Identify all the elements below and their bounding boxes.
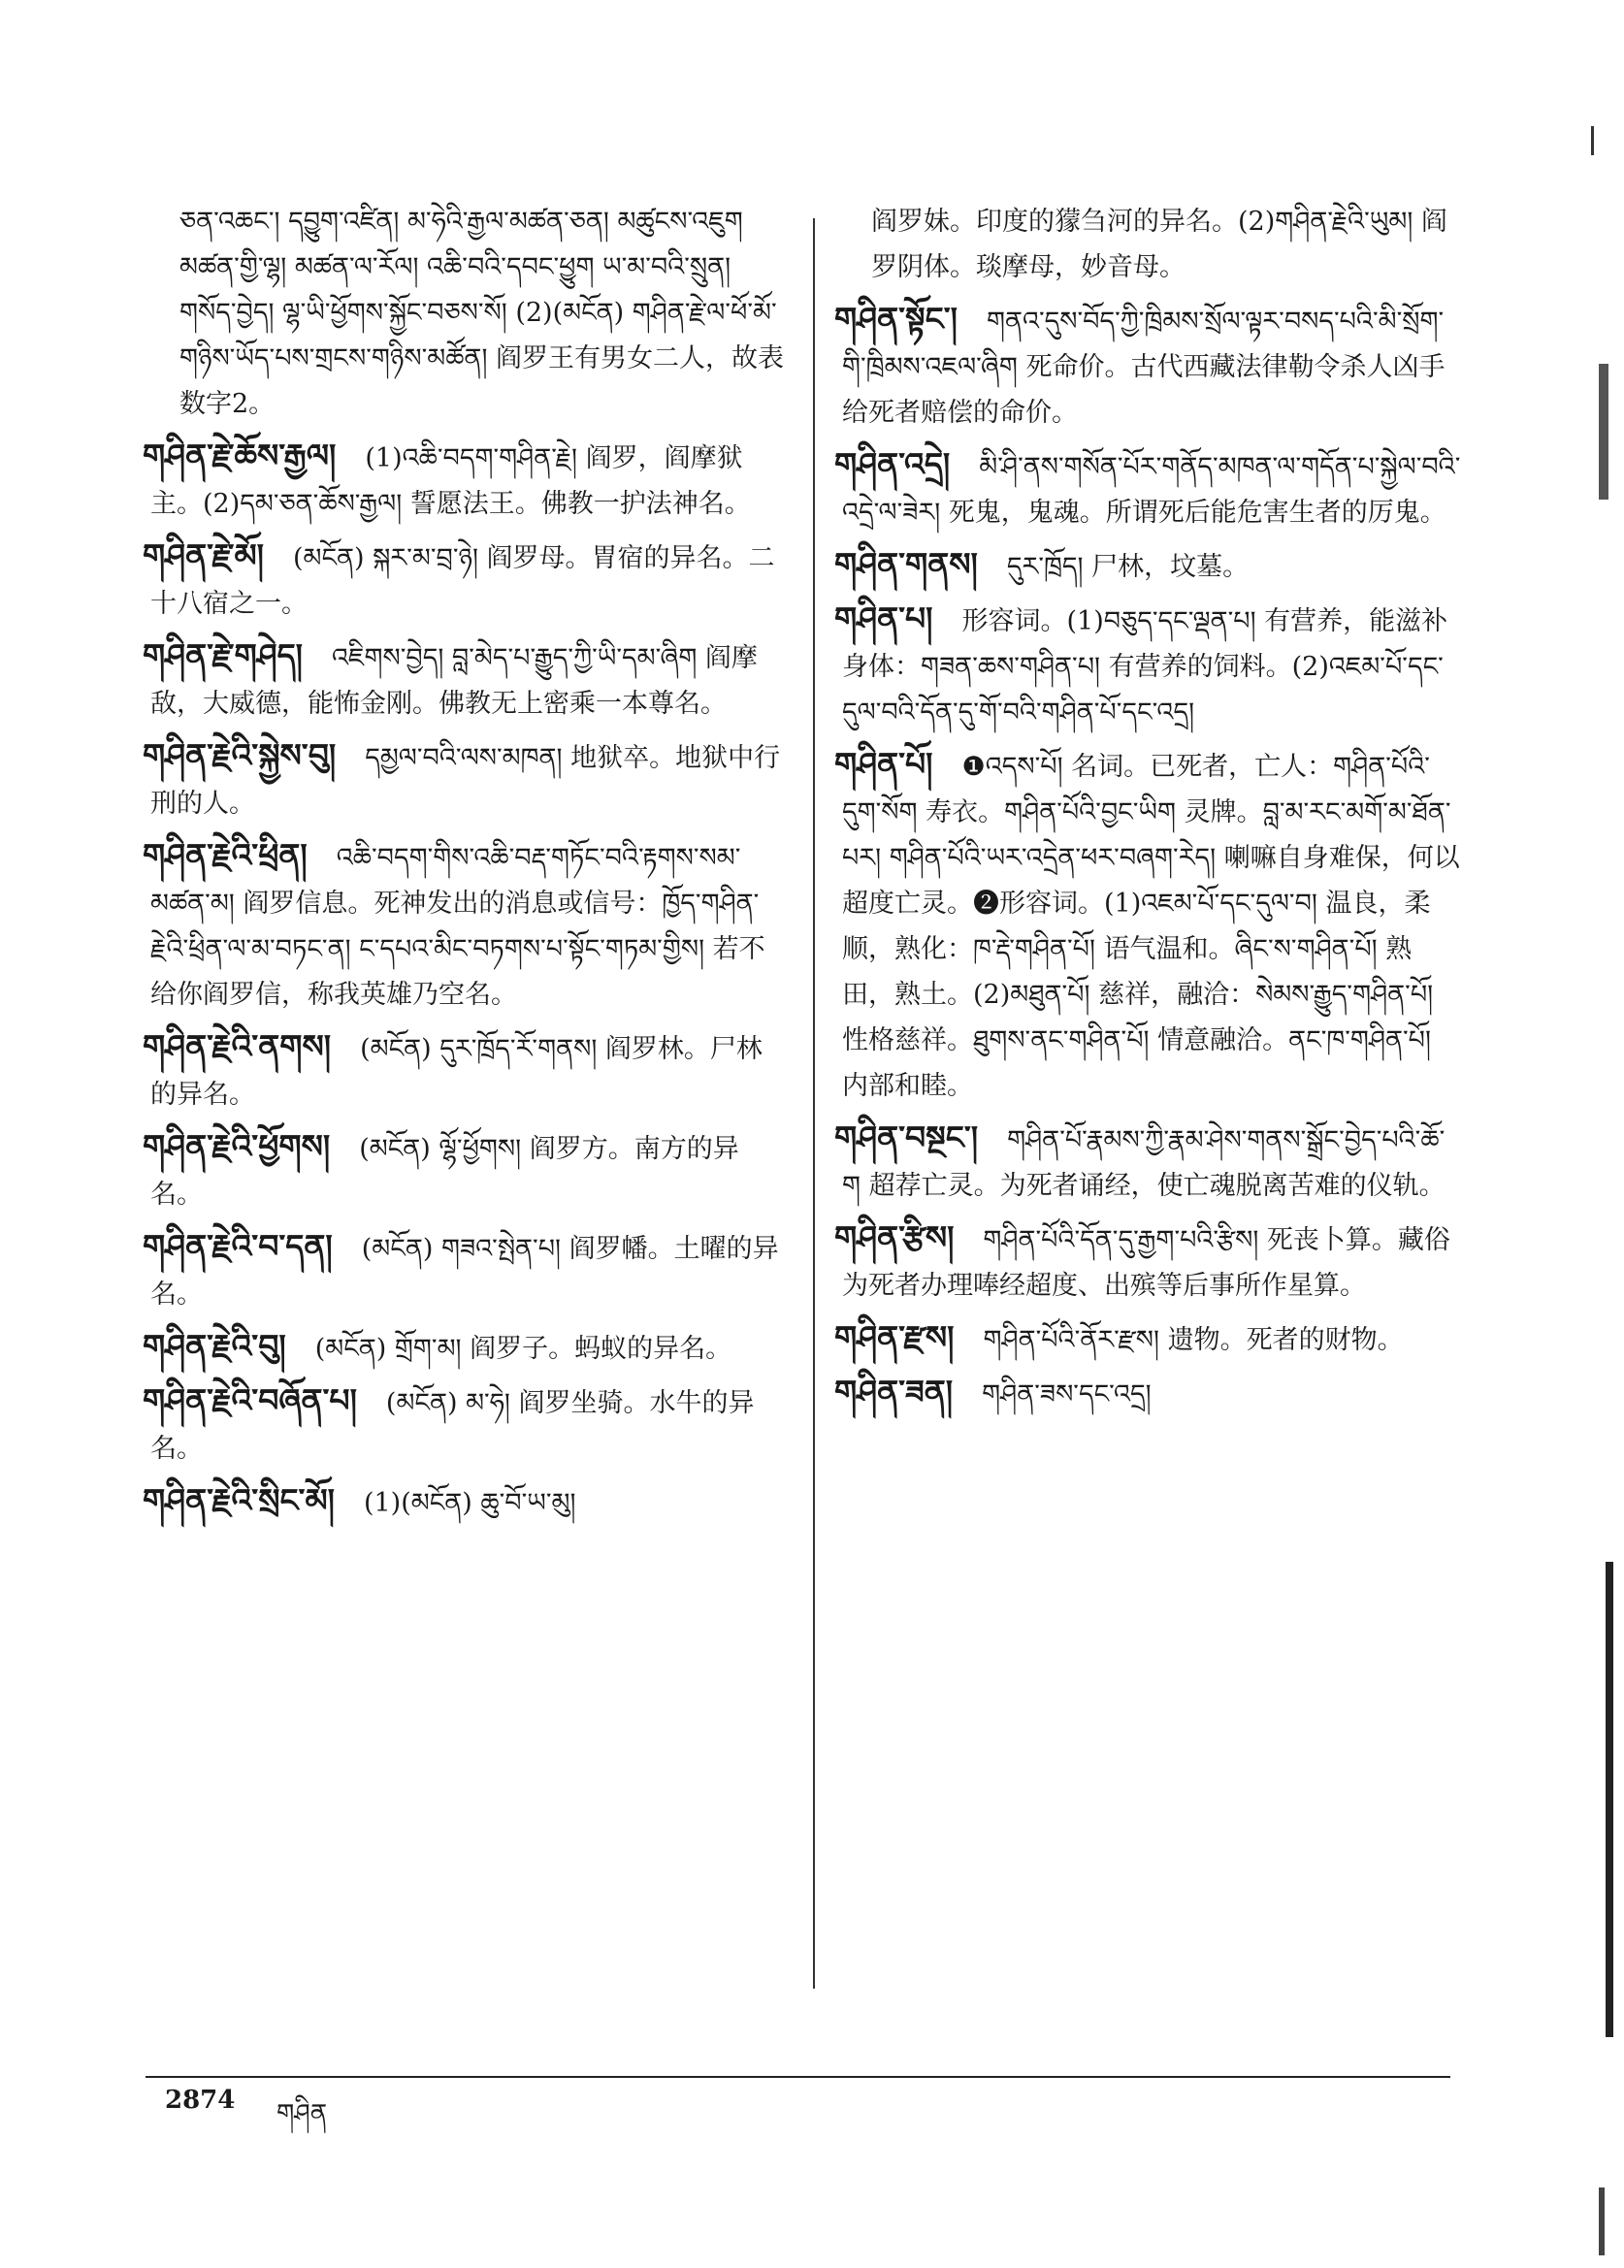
entry-headword: གཤིན་པ། xyxy=(834,599,933,637)
entry-definition: གནའ་དུས་བོད་ཀྱི་ཁྲིམས་སྲོལ་ལྟར་བསད་པའི་མི་སྲོག་གི་ཁྲིམས་འཇལ་ཞིག 死命价。古代西藏法律勒令杀人凶手给死者赔偿的命价。 xyxy=(842,307,1445,428)
dictionary-entry xyxy=(834,441,1463,535)
dictionary-entry xyxy=(143,1377,786,1472)
entry-definition: གཤིན་པོ་རྣམས་ཀྱི་རྣམ་ཤེས་གནས་སྒྲོང་བྱེད་པའི་ཆོ་ག 超荐亡灵。为死者诵经，使亡魂脱离苦难的仪轨。 xyxy=(842,1125,1445,1201)
dictionary-entry xyxy=(143,732,786,826)
left-column xyxy=(143,199,786,1532)
entry-headword: གཤིན་ཟན། xyxy=(834,1373,954,1410)
entry-headword: གཤིན་པོ། xyxy=(834,745,933,783)
dictionary-entry xyxy=(143,1477,786,1526)
entry-headword: གཤིན་རྗེའི་ཕྱོགས། xyxy=(143,1127,331,1165)
entry-definition: 形容词。(1)བཅུད་དང་ལྡན་པ། 有营养，能滋补身体：གཟན་ཆས་གཤིན་པ། 有营养的饲料。(2)འཇམ་པོ་དང་དུལ་བའི་དོན་དུ་གོ་བའི་གཤིན་པོ་དང་འདྲ། xyxy=(842,606,1448,728)
right-column xyxy=(834,199,1463,1423)
entry-definition: ཅན་འཆང་། དབྱུག་འཛིན། མ་ཧེའི་རྒྱལ་མཚན་ཅན། མཚུངས་འཇུག མཚན་གྱི་ལྷ། མཚན་ལ་རོལ། འཆི་བའི་དབང་ཕྱུག ཡ་མ་བའི་སྲུན། གསོད་བྱེད། ལྷ་ཡི་ཕྱོགས་སྐྱོང་བཅས་སོ། (2)(མངོན) གཤིན་རྗེ་ལ་ཕོ་མོ་གཉིས་ཡོད་པས་གྲངས་གཉིས་མཚོན། 阎罗王有男女二人，故表数字2。 xyxy=(179,207,785,419)
entry-definition: (མངོན) ལྷོ་ཕྱོགས། 阎罗方。南方的异名。 xyxy=(150,1134,739,1210)
entry-headword: གཤིན་རྗེ་མོ། xyxy=(143,536,264,574)
dictionary-entry xyxy=(143,1223,786,1317)
entry-definition: (མངོན) གཟའ་སྤེན་པ། 阎罗幡。土曜的异名。 xyxy=(150,1234,779,1310)
entry-headword: གཤིན་རྫས། xyxy=(834,1318,955,1356)
dictionary-entry xyxy=(143,433,786,527)
dictionary-entry xyxy=(143,1023,786,1118)
dictionary-entry xyxy=(143,1123,786,1217)
entry-headword: གཤིན་བསྔང་། xyxy=(834,1118,979,1156)
dictionary-entry xyxy=(143,832,786,1018)
dictionary-entry xyxy=(834,596,1463,735)
entry-definition: ❶འདས་པོ། 名词。已死者，亡人：གཤིན་པོའི་དུག་སོག 寿衣。གཤིན་པོའི་བྱང་ཡིག 灵牌。བླ་མ་རང་མགོ་མ་ཐོན་པར། གཤིན་པོའི་ཡར་འདྲེན་ཕར་བཞག་རེད། 喇嘛自身难保，何以超度亡灵。❷形容词。(1)འཇམ་པོ་དང་དུལ་བ། 温良，柔顺，熟化：ཁ་རྡེ་གཤིན་པོ། 语气温和。ཞིང་ས་གཤིན་པོ། 熟田，熟土。(2)མཐུན་པོ། 慈祥，融洽：སེམས་རྒྱུད་གཤིན་པོ། 性格慈祥。ཐུགས་ནང་གཤིན་པོ། 情意融洽。ནང་ཁ་གཤིན་པོ། 内部和睦。 xyxy=(842,752,1460,1101)
entry-headword: གཤིན་འདྲེ། xyxy=(834,445,951,483)
entry-headword: གཤིན་རྗེའི་སྲིང་མོ། xyxy=(143,1481,335,1519)
scan-edge-mark xyxy=(1599,364,1608,500)
entry-headword: གཤིན་རྗེའི་ཕྲིན། xyxy=(143,836,308,874)
scan-edge-mark xyxy=(1599,2187,1605,2255)
entry-definition: 阎罗妹。印度的獴刍河的异名。(2)གཤིན་རྗེའི་ཡུམ། 阎罗阴体。琰摩母，妙音母。 xyxy=(871,207,1447,282)
entry-definition: དམྱལ་བའི་ལས་མཁན། 地狱卒。地狱中行刑的人。 xyxy=(150,743,781,819)
running-head: གཤིན xyxy=(276,2099,328,2128)
dictionary-entry xyxy=(179,199,786,427)
column-divider xyxy=(813,218,815,1989)
entry-headword: གཤིན་སྟོང་། xyxy=(834,300,958,338)
entry-definition: འཆི་བདག་གིས་འཆི་བརྡ་གཏོང་བའི་རྟགས་སམ་མཚན་མ། 阎罗信息。死神发出的消息或信号：ཁྱོད་གཤིན་རྗེའི་ཕྲིན་ལ་མ་བཏང་ན། ང་དཔའ་མིང་བཏགས་པ་སྟོང་གཏམ་གྱིས། 若不给你阎罗信，称我英雄乃空名。 xyxy=(150,843,765,1010)
entry-headword: གཤིན་གནས། xyxy=(834,545,978,583)
entry-definition: (མངོན) དུར་ཁྲོད་རོ་གནས། 阎罗林。尸林的异名。 xyxy=(150,1034,763,1110)
entry-headword: གཤིན་རྗེ་ཆོས་རྒྱལ། xyxy=(143,437,337,474)
dictionary-entry xyxy=(834,296,1463,436)
entry-headword: གཤིན་རྗེ་གཤེད། xyxy=(143,636,303,674)
scan-edge-mark xyxy=(1591,126,1594,155)
scan-edge-mark xyxy=(1606,1562,1613,2037)
entry-headword: གཤིན་རྗེའི་ནགས། xyxy=(143,1027,332,1065)
entry-headword: གཤིན་རྗེའི་སྐྱེས་བུ། xyxy=(143,736,337,774)
dictionary-entry xyxy=(834,1369,1463,1417)
dictionary-entry xyxy=(834,541,1463,590)
dictionary-entry xyxy=(143,1323,786,1372)
entry-definition: མི་ཤི་ནས་གསོན་པོར་གནོད་མཁན་ལ་གདོན་པ་སྐྱེལ་བའི་འདྲེ་ལ་ཟེར། 死鬼，鬼魂。所谓死后能危害生者的厉鬼。 xyxy=(842,452,1461,528)
dictionary-entry xyxy=(143,632,786,727)
entry-definition: (མངོན) མ་ཧེ། 阎罗坐骑。水牛的异名。 xyxy=(150,1388,755,1464)
dictionary-entry xyxy=(143,533,786,627)
page-number: 2874 xyxy=(165,2086,236,2115)
entry-headword: གཤིན་རྗེའི་བཞོན་པ། xyxy=(143,1381,357,1419)
entry-definition: (མངོན) སྐར་མ་བྲ་ཉེ། 阎罗母。胃宿的异名。二十八宿之一。 xyxy=(150,543,775,619)
footer-rule xyxy=(146,2076,1450,2078)
entry-definition: (1)(མངོན) ཆུ་བོ་ཡ་མུ། xyxy=(363,1488,576,1518)
entry-definition: གཤིན་པོའི་དོན་དུ་རྒྱག་པའི་རྩིས། 死丧卜算。藏俗为死者办理唪经超度、出殡等后事所作星算。 xyxy=(842,1225,1450,1301)
entry-definition: གཤིན་ཟས་དང་འདྲ། xyxy=(982,1379,1152,1409)
entry-definition: (1)འཆི་བདག་གཤིན་རྗེ། 阎罗，阎摩狱主。(2)དམ་ཅན་ཆོས་རྒྱལ། 誓愿法王。佛教一护法神名。 xyxy=(150,443,751,519)
entry-headword: གཤིན་རྗེའི་བ་དན། xyxy=(143,1227,333,1265)
dictionary-entry xyxy=(834,1215,1463,1309)
entry-headword: གཤིན་རྩིས། xyxy=(834,1218,955,1256)
dictionary-entry xyxy=(871,199,1463,290)
entry-definition: གཤིན་པོའི་ནོར་རྫས། 遗物。死者的财物。 xyxy=(983,1325,1404,1355)
entry-definition: (མངོན) གྲོག་མ། 阎罗子。蚂蚁的异名。 xyxy=(314,1334,732,1364)
dictionary-entry xyxy=(834,1115,1463,1209)
dictionary-entry xyxy=(834,1314,1463,1363)
entry-definition: དུར་ཁྲོད། 尸林，坟墓。 xyxy=(1006,552,1250,582)
dictionary-entry xyxy=(834,741,1463,1109)
entry-headword: གཤིན་རྗེའི་བུ། xyxy=(143,1327,286,1365)
entry-definition: འཇིགས་བྱེད། བླ་མེད་པ་རྒྱུད་ཀྱི་ཡི་དམ་ཞིག 阎摩敌，大威德，能怖金刚。佛教无上密乘一本尊名。 xyxy=(150,643,758,719)
